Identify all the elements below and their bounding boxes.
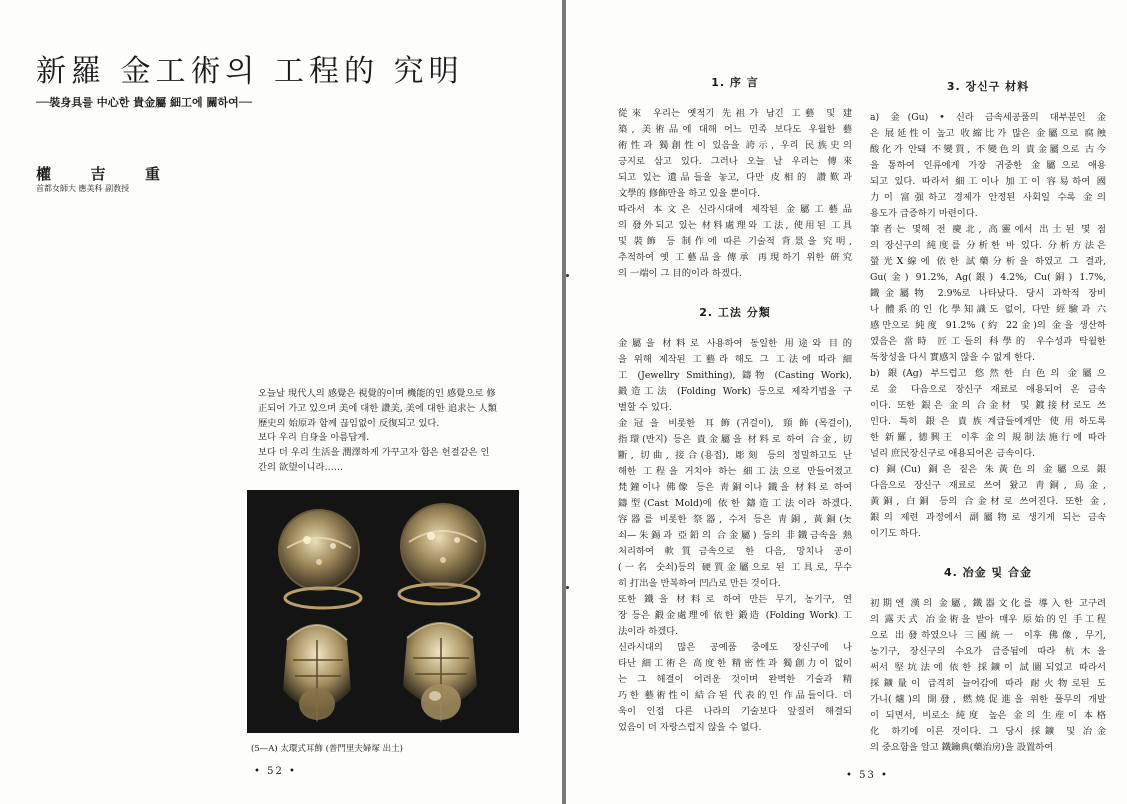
text-line: 鍛造工法 (Folding Work) 등으로 제작기법을 구 — [618, 386, 852, 397]
text-line: 으로 出發하였으나 三國統一 이후 佛像, 무기, — [870, 630, 1106, 641]
text-line: 指環(반지) 등은 貴金屬을 材料로 하여 合金, 切 — [618, 434, 852, 445]
text-line: 을 위해 제작된 工藝라 해도 그 工法에 따라 細 — [618, 354, 852, 365]
section-heading: 2. 工法 分類 — [699, 306, 771, 319]
right-page — [566, 0, 1127, 804]
section-heading: 4. 冶金 및 合金 — [944, 566, 1032, 579]
text-line: 다음으로 장신구 재료로 쓰여 왔고 靑銅, 烏金, — [870, 480, 1106, 491]
text-line: 되고 있다. 따라서 細工이나 加工이 容易하여 國 — [870, 176, 1106, 187]
text-line: 容器를 비롯한 祭器, 수저 등은 靑銅, 黃銅(놋 — [618, 514, 852, 525]
text-line: 었음이 더 자랑스럽지 않을 수 없다. — [618, 722, 762, 733]
text-line: 인다. 특히 銀은 貴族계급들에게만 使用하도록 — [870, 416, 1106, 427]
text-line: 되고 있는 遺品들을 놓고, 다만 皮相的 讚歎과 — [618, 172, 852, 183]
text-line: 장 등은 鍛金處理에 依한 鍛造 (Folding Work) 工 — [618, 610, 852, 621]
text-line: 術性과 獨創性이 있음을 誇示, 우리 民族史의 — [618, 140, 852, 151]
text-line: 타난 細工術은 高度한 精密性과 獨創力이 없이 — [618, 658, 852, 669]
section-gap — [870, 542, 1106, 564]
text-line: 추적하여 옛 工藝品을 傳承 再現하기 위한 硏究 — [618, 252, 852, 263]
text-column-left — [618, 74, 852, 736]
photo-caption: (5—A) 太環式耳飾 (普門里夫婦塚 出土) — [251, 744, 403, 754]
text-line: 농기구, 장신구의 수요가 급증됨에 따라 杭木을 — [870, 646, 1106, 657]
page-number: • 52 • — [254, 766, 297, 777]
article-title: 新羅 金工術의 工程的 究明 — [36, 54, 464, 89]
text-line: 築, 美術品에 대해 어느 민족 보다도 우월한 藝 — [618, 124, 852, 135]
text-line: 이다. 또한 銀은 金의 合金材 및 鍍接材로도 쓰 — [870, 400, 1106, 411]
text-line: 널리 庶民장신구로 애용되어온 금속이다. — [870, 448, 1036, 459]
epigraph-line: 正되어 가고 있으며 美에 대한 讚美, 美에 대한 追求는 人類 — [258, 402, 497, 414]
text-line: 初期엔 漢의 金屬, 鐵器文化를 導入한 고구려 — [870, 598, 1106, 609]
text-line: 독창성을 다시 實感치 않을 수 없게 한다. — [870, 352, 1036, 363]
text-line: 螢光X線에 依한 試藥分析을 하였고 그 결과, — [870, 256, 1106, 267]
body-paragraph — [618, 202, 852, 282]
epigraph-line: 간의 欲望이니라…… — [258, 461, 344, 473]
text-line: 긍지로 삼고 있다. 그러나 오늘 날 우리는 傳來 — [618, 156, 852, 167]
text-line: 文學的 修飾만을 하고 있을 뿐이다. — [618, 188, 761, 199]
text-line: 욱이 인접 다른 나라의 기술보다 앞질러 해결되 — [618, 706, 852, 717]
section-heading: 3. 장신구 材料 — [946, 80, 1030, 93]
text-line: 法이라 하겠다. — [618, 626, 679, 637]
article-subtitle: ──裝身具를 中心한 貴金屬 細工에 關하여── — [36, 96, 252, 109]
text-line: 처리하여 軟質금속으로 한 다음, 망치나 공이 — [618, 546, 852, 557]
epigraph-line: 歷史의 始原과 함께 끊임없이 反復되고 있다. — [258, 417, 440, 429]
body-paragraph — [870, 366, 1106, 462]
epigraph-line: 보다 우리 自身을 아름답게. — [258, 432, 370, 444]
heading-gap — [618, 320, 852, 336]
author-affiliation: 首都女師大 應美科 副敎授 — [36, 184, 130, 193]
text-line: 力이 富强하고 경제가 안정된 사회일 수록 金의 — [870, 192, 1106, 203]
text-line: 는 그 해결이 어려운 것이며 완벽한 기술과 精 — [618, 674, 852, 685]
text-line: c) 銅(Cu) 銅은 짙은 朱黃色의 金屬으로 銀 — [870, 464, 1106, 475]
heading-gap — [870, 94, 1106, 110]
text-column-right — [870, 78, 1106, 756]
text-line: 從來 우리는 옛적기 先祖가 남긴 工藝 및 建 — [618, 108, 852, 119]
body-paragraph — [870, 222, 1106, 366]
text-line: 이 되면서, 비로소 純度 높은 金의 生産이 本格 — [870, 710, 1106, 721]
body-paragraph — [870, 462, 1106, 542]
margin-mark — [566, 586, 569, 589]
text-line: 였음은 當時 匠工들의 科學的 우수성과 탁월한 — [870, 336, 1106, 347]
text-line: 써서 堅坑法에 依한 採鑛이 試圖되었고 따라서 — [870, 662, 1106, 673]
text-line: (一名 숫쇠)등의 硬質金屬으로 된 工具로, 무수 — [618, 562, 852, 573]
text-line: 銀의 제련 과정에서 副屬物로 생기게 되는 금속 — [870, 512, 1106, 523]
text-line: 金冠을 비롯한 耳飾(귀걸이), 頸飾(목걸이), — [618, 418, 852, 429]
text-line: 한 新羅, 德興王 이후 金의 規制法施行에 따라 — [870, 432, 1106, 443]
text-line: 斷, 切曲, 接合(용접), 彫刻 등의 정밀하고도 난 — [618, 450, 852, 461]
text-line: 化 하기에 이른 것이다. 그 당시 採鑛 및 冶金 — [870, 726, 1106, 737]
body-paragraph — [618, 592, 852, 640]
earring-photograph — [247, 490, 519, 733]
body-paragraph — [870, 110, 1106, 222]
text-line: 鐵金屬物 2.9%로 나타났다. 당시 과학적 장비 — [870, 288, 1106, 299]
text-line: 따라서 本文은 신라시대에 제작된 金屬工藝品 — [618, 204, 852, 215]
text-line: 해한 工程을 거치야 하는 細工法으로 만들어졌고 — [618, 466, 852, 477]
text-line: 鑄型(Cast Mold)에 依한 鑄造工法이라 하겠다. — [618, 498, 852, 509]
body-paragraph — [618, 416, 852, 592]
epigraph-line: 보다 더 우리 生活을 潤澤하게 가꾸고자 함은 헌결같은 인 — [258, 447, 490, 459]
text-line: 쇠—朱錫과 亞鉛의 合金屬) 등의 非鐵금속을 熱 — [618, 530, 852, 541]
text-line: 나 體系的인 化學知識도 없이, 다만 經驗과 六 — [870, 304, 1106, 315]
section-heading: 1. 序 言 — [711, 76, 759, 89]
epigraph — [258, 387, 520, 476]
text-line: 및 裝飾 등 制作에 따른 기술적 背景을 究明, — [618, 236, 852, 247]
left-page — [0, 0, 562, 804]
text-line: 을 통하여 인류에게 가장 귀중한 金屬으로 애용 — [870, 160, 1106, 171]
text-line: 신라시대의 많은 공예품 중에도 장신구에 나 — [618, 642, 852, 653]
body-paragraph — [618, 106, 852, 202]
text-line: 또한 鐵을 材料로 하여 만든 무기, 농기구, 연 — [618, 594, 852, 605]
text-line: 金屬을 材料로 사용하여 동일한 用途와 目的 — [618, 338, 852, 349]
text-line: Gu(金) 91.2%, Ag(銀) 4.2%, Cu(銅) 1.7%, — [870, 272, 1106, 283]
text-line: 筆者는 몇해 전 慶北, 高靈에서 出土된 몇 점 — [870, 224, 1106, 235]
text-line: 梵鐘이나 佛像 등은 靑銅이나 鐵을 材料로 하여 — [618, 482, 852, 493]
text-line: 의 一端이 그 目的이라 하겠다. — [618, 268, 742, 279]
text-line: 感만으로 純度 91.2% (約 22金)의 金을 생산하 — [870, 320, 1106, 331]
text-line: 용도가 급증하기 마련이다. — [870, 208, 978, 219]
text-line: 별할 수 있다. — [618, 402, 672, 413]
epigraph-line: 오늘날 現代人의 感覺은 視覺的이며 機能的인 感覺으로 修 — [258, 388, 496, 399]
text-line: 採鑛量이 급격히 늘어감에 따라 耐火物로된 도 — [870, 678, 1106, 689]
text-line: 의 發外되고 있는 材料處理와 工法, 使用된 工具 — [618, 220, 852, 231]
body-paragraph — [618, 640, 852, 736]
text-line: 이기도 하다. — [870, 528, 921, 539]
text-line: 가니(爐)의 開發, 燃燒促進을 위한 풀무의 개발 — [870, 694, 1106, 705]
text-line: 酸化가 안돼 不變質, 不變色의 貴金屬으로 古今 — [870, 144, 1106, 155]
body-paragraph — [618, 336, 852, 416]
text-line: 의 중요함을 알고 鐵鑰典(藥治房)을 設置하여 — [870, 742, 1054, 753]
author-char: 權 — [36, 165, 52, 183]
text-line: 黃銅, 白銅 등의 合金材로 쓰여진다. 또한 金, — [870, 496, 1106, 507]
heading-gap — [618, 90, 852, 106]
text-line: 의 장신구의 純度를 分析한 바 있다. 分析方法은 — [870, 240, 1106, 251]
text-line: 은 展延性이 높고 收縮比가 많은 金屬으로 腐蝕 — [870, 128, 1106, 139]
text-line: b) 銀(Ag) 부드럽고 悠然한 白色의 金屬으 — [870, 368, 1106, 379]
text-line: 히 打出을 반복하여 凹凸로 만든 것이다. — [618, 578, 781, 589]
margin-mark — [566, 274, 569, 277]
text-line: 工 (Jewellry Smithing), 鑄物 (Casting Work), — [618, 370, 852, 381]
author-name — [36, 163, 160, 184]
text-line: 로 金 다음으로 장신구 재료로 애용되어 온 금속 — [870, 384, 1106, 395]
text-line: 巧한 藝術性이 結合된 代表的인 作品들이다. 더 — [618, 690, 852, 701]
section-gap — [618, 282, 852, 304]
heading-gap — [870, 580, 1106, 596]
text-line: 의 露天式 冶金術을 받아 매우 原始的인 手工程 — [870, 614, 1106, 625]
author-char: 吉 — [90, 165, 106, 183]
author-char: 重 — [144, 165, 160, 183]
page-number: • 53 • — [846, 770, 889, 781]
body-paragraph — [870, 596, 1106, 756]
text-line: a) 金(Gu) • 신라 금속세공품의 대부분인 金 — [870, 112, 1106, 123]
